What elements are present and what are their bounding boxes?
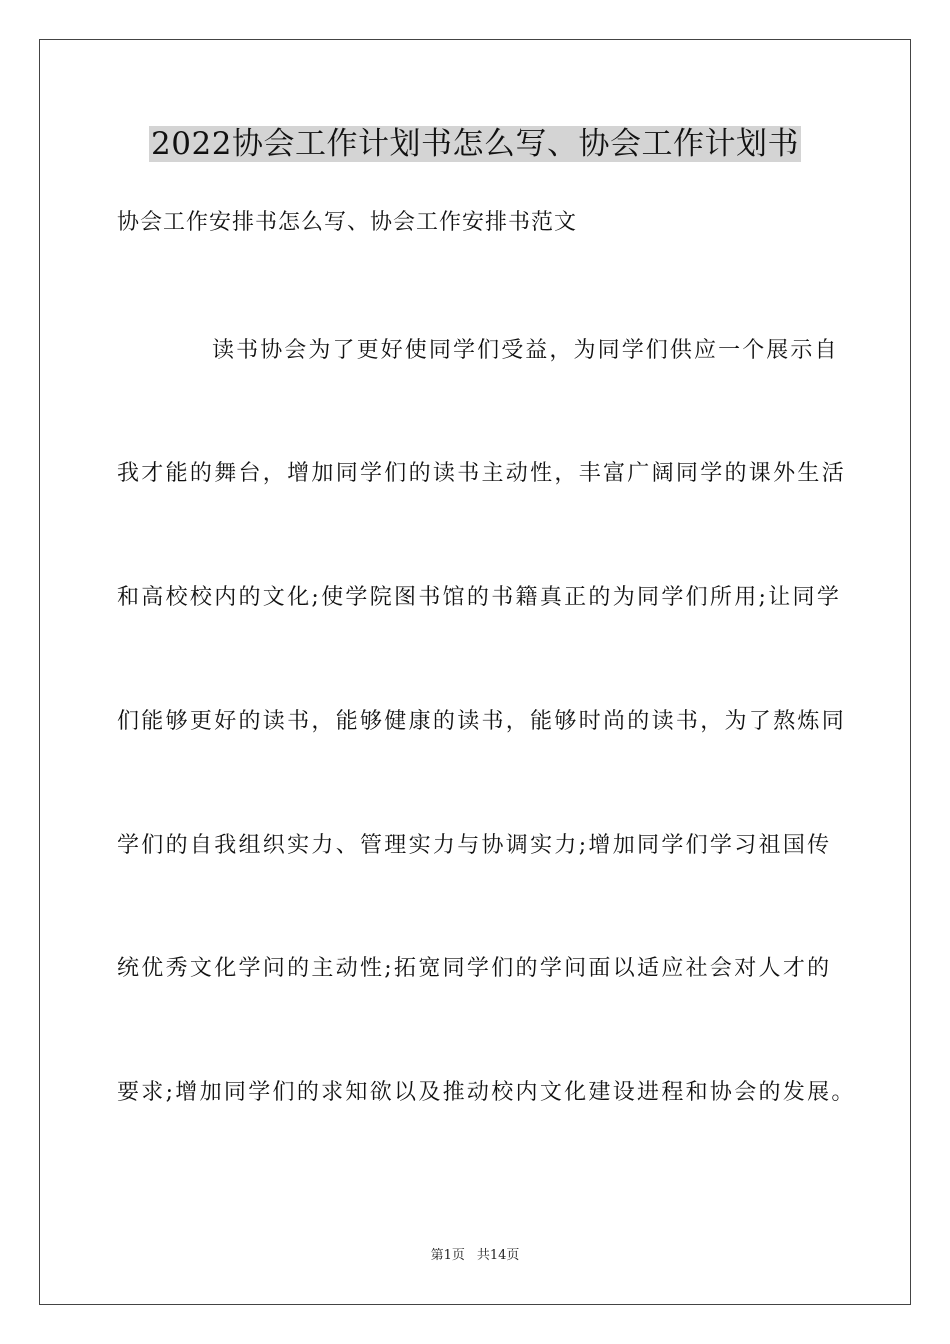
- paragraph-line: 读书协会为了更好使同学们受益，为同学们供应一个展示自: [212, 338, 839, 363]
- page-total: 共14页: [476, 1248, 520, 1263]
- document-subtitle: 协会工作安排书怎么写、协会工作安排书范文: [117, 210, 578, 235]
- paragraph-line: 统优秀文化学问的主动性;拓宽同学们的学问面以适应社会对人才的: [117, 956, 832, 981]
- page-footer: [0, 1246, 950, 1266]
- paragraph-line: 学们的自我组织实力、管理实力与协调实力;增加同学们学习祖国传: [117, 833, 832, 858]
- page-number: 第1页: [430, 1248, 465, 1263]
- document-title: [0, 122, 950, 166]
- paragraph-line: 我才能的舞台，增加同学们的读书主动性，丰富广阔同学的课外生活: [117, 461, 847, 486]
- paragraph-line: 们能够更好的读书，能够健康的读书，能够时尚的读书，为了熬炼同: [117, 709, 847, 734]
- document-title-text: 2022协会工作计划书怎么写、协会工作计划书: [151, 126, 799, 162]
- paragraph-line: 要求;增加同学们的求知欲以及推动校内文化建设进程和协会的发展。: [117, 1080, 856, 1105]
- paragraph-line: 和高校校内的文化;使学院图书馆的书籍真正的为同学们所用;让同学: [117, 585, 842, 610]
